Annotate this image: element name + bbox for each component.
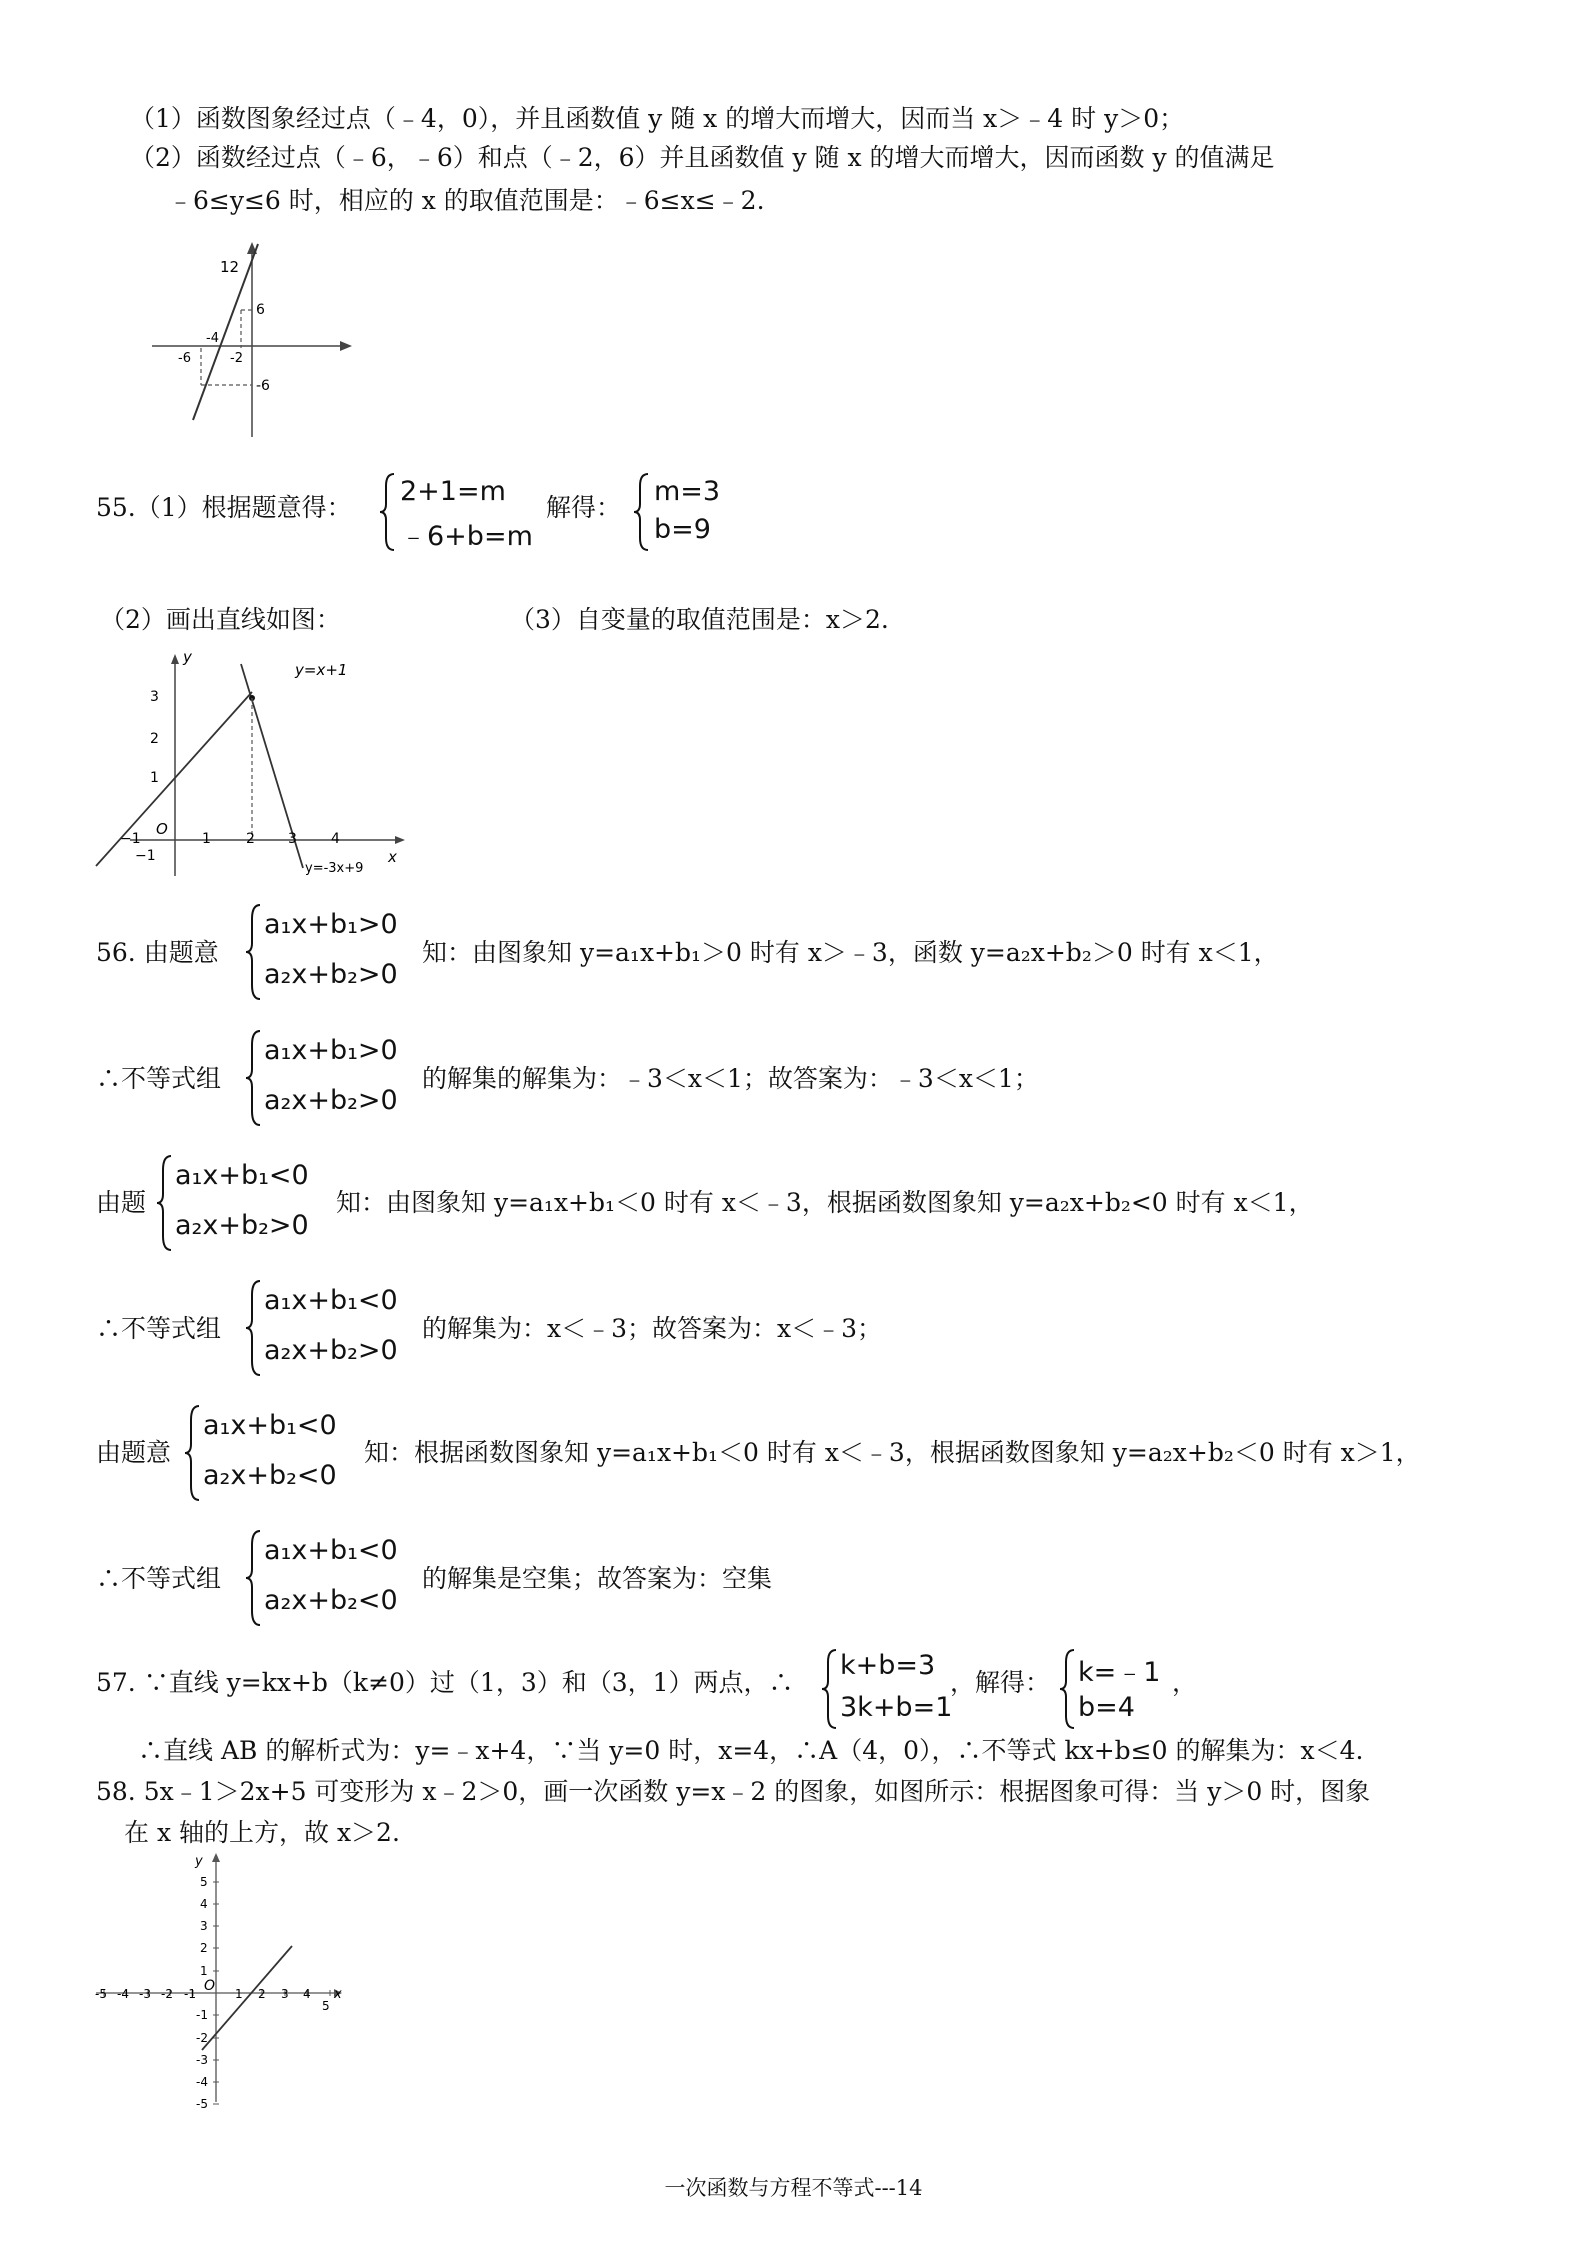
p54-line-2: （2）函数经过点（﹣6，﹣6）和点（﹣2，6）并且函数值 y 随 x 的增大而增大，因而函数 y 的值满足 [130, 143, 1275, 172]
fig2-y-tick-neg1: −1 [135, 848, 156, 864]
fig3-y-axis-label: y [195, 1854, 203, 1869]
fig1-label-neg4: -4 [206, 331, 219, 346]
fig2-x-tick-2: 2 [246, 831, 255, 847]
fig3-x-tick-neg1: -1 [184, 1987, 196, 2001]
fig3-y-tick-neg5: -5 [196, 2097, 208, 2111]
fig3-y-tick-neg1: -1 [196, 2008, 208, 2022]
p57-equation-system-1: k+b=3 3k+b=1 [820, 1648, 960, 1730]
fig3-x-axis-label: x [334, 1987, 342, 2002]
fig2-x-tick-neg1: −1 [120, 831, 141, 847]
fig3-y-tick-1: 1 [200, 1964, 208, 1978]
p56-row6-text: 的解集是空集；故答案为：空集 [422, 1564, 773, 1593]
fig2-line-label-2: y=-3x+9 [305, 861, 364, 876]
p56-row4-lead: ∴不等式组 [96, 1314, 222, 1343]
fig3-y-tick-2: 2 [200, 1941, 208, 1955]
fig2-x-tick-4: 4 [331, 831, 340, 847]
fig3-origin-label: O [204, 1978, 216, 1994]
fig3-y-tick-neg4: -4 [196, 2075, 208, 2089]
p57-intro: 57. ∵直线 y=kx+b（k≠0）过（1，3）和（3，1）两点，∴ [96, 1668, 794, 1697]
graph-figure-2 [90, 640, 430, 880]
p57-solve-text: ，解得： [950, 1668, 1051, 1697]
fig3-x-tick-neg5: -5 [95, 1987, 107, 2001]
graph-figure-3 [90, 1850, 350, 2110]
p56-system-a-1: a₁x+b₁>0 a₂x+b₂>0 [244, 903, 424, 1001]
fig2-origin-label: O [156, 820, 168, 838]
graph-figure-1 [140, 240, 360, 440]
p56-row2-lead: ∴不等式组 [96, 1064, 222, 1093]
p55-intro: 55.（1）根据题意得： [96, 493, 352, 522]
fig3-x-tick-2: 2 [258, 1987, 266, 2001]
fig3-x-tick-neg4: -4 [117, 1987, 129, 2001]
p56-system-b-2: a₁x+b₁<0 a₂x+b₂>0 [244, 1279, 424, 1377]
p56-row4-text: 的解集为：x＜﹣3；故答案为：x＜﹣3； [422, 1314, 883, 1343]
fig3-y-tick-neg2: -2 [196, 2031, 208, 2045]
fig2-y-tick-2: 2 [150, 731, 159, 747]
p58-line-2: 在 x 轴的上方，故 x＞2. [124, 1818, 400, 1847]
fig3-x-tick-5: 5 [322, 1999, 330, 2013]
p57-comma: ， [1172, 1668, 1198, 1697]
p56-system-c-1: a₁x+b₁<0 a₂x+b₂<0 [183, 1404, 363, 1502]
fig2-x-axis-label: x [388, 848, 397, 866]
fig2-x-tick-1: 1 [202, 831, 211, 847]
p55-part3: （3）自变量的取值范围是：x＞2. [510, 605, 889, 634]
p56-row6-lead: ∴不等式组 [96, 1564, 222, 1593]
p56-row5-text: 知：根据函数图象知 y=a₁x+b₁＜0 时有 x＜﹣3，根据函数图象知 y=a₂x+b₂＜0 时有 x＞1， [364, 1438, 1421, 1467]
p56-system-a-2: a₁x+b₁>0 a₂x+b₂>0 [244, 1029, 424, 1127]
p56-row1-lead: 56. 由题意 [96, 938, 219, 967]
p56-system-b-1: a₁x+b₁<0 a₂x+b₂>0 [155, 1154, 335, 1252]
page-footer: 一次函数与方程不等式---14 [664, 2176, 923, 2200]
p56-row1-text: 知：由图象知 y=a₁x+b₁＞0 时有 x＞﹣3，函数 y=a₂x+b₂＞0 时有 x＜1， [422, 938, 1279, 967]
p55-solve-text: 解得： [546, 493, 622, 522]
fig2-y-tick-1: 1 [150, 770, 159, 786]
p58-line-1: 58. 5x﹣1＞2x+5 可变形为 x﹣2＞0，画一次函数 y=x﹣2 的图象，如图所示：根据图象可得：当 y＞0 时，图象 [96, 1777, 1371, 1806]
p56-system-c-2: a₁x+b₁<0 a₂x+b₂<0 [244, 1529, 424, 1627]
p55-equation-system-2: m=3 b=9 [632, 472, 752, 552]
fig3-x-tick-3: 3 [281, 1987, 289, 2001]
p57-line-2: ∴直线 AB 的解析式为：y=﹣x+4，∵当 y=0 时，x=4，∴A（4，0），∴不等式 kx+b≤0 的解集为：x＜4. [138, 1736, 1364, 1765]
p54-line-3: ﹣6≤y≤6 时，相应的 x 的取值范围是：﹣6≤x≤﹣2. [168, 186, 765, 215]
fig1-label-neg6-y: -6 [256, 378, 270, 394]
fig2-line-label-1: y=x+1 [295, 661, 348, 679]
fig2-x-tick-3: 3 [288, 831, 297, 847]
p55-part2: （2）画出直线如图： [100, 605, 341, 634]
p54-line-1: （1）函数图象经过点（﹣4，0），并且函数值 y 随 x 的增大而增大，因而当 x＞﹣4 时 y＞0； [130, 104, 1185, 133]
fig1-label-12: 12 [220, 258, 240, 276]
p55-equation-system-1: 2+1=m ﹣6+b=m [378, 472, 538, 552]
fig2-y-axis-label: y [183, 648, 192, 666]
p56-row3-lead: 由题 [96, 1188, 147, 1217]
p56-row2-text: 的解集的解集为：﹣3＜x＜1；故答案为：﹣3＜x＜1； [422, 1064, 1039, 1093]
fig3-x-tick-1: 1 [235, 1987, 243, 2001]
fig1-label-neg2: -2 [230, 351, 243, 366]
fig1-label-neg6-x: -6 [178, 351, 191, 366]
fig3-x-tick-4: 4 [303, 1987, 311, 2001]
fig1-label-6: 6 [256, 302, 265, 318]
fig3-y-tick-4: 4 [200, 1897, 208, 1911]
p56-row5-lead: 由题意 [96, 1438, 172, 1467]
fig3-y-tick-5: 5 [200, 1875, 208, 1889]
fig3-y-tick-neg3: -3 [196, 2053, 208, 2067]
fig3-y-tick-3: 3 [200, 1919, 208, 1933]
p56-row3-text: 知：由图象知 y=a₁x+b₁＜0 时有 x＜﹣3，根据函数图象知 y=a₂x+b₂<0 时有 x＜1， [336, 1188, 1314, 1217]
fig2-y-tick-3: 3 [150, 689, 159, 705]
p57-equation-system-2: k=﹣1 b=4 [1058, 1648, 1178, 1730]
fig3-x-tick-neg2: -2 [161, 1987, 173, 2001]
fig3-x-tick-neg3: -3 [139, 1987, 151, 2001]
